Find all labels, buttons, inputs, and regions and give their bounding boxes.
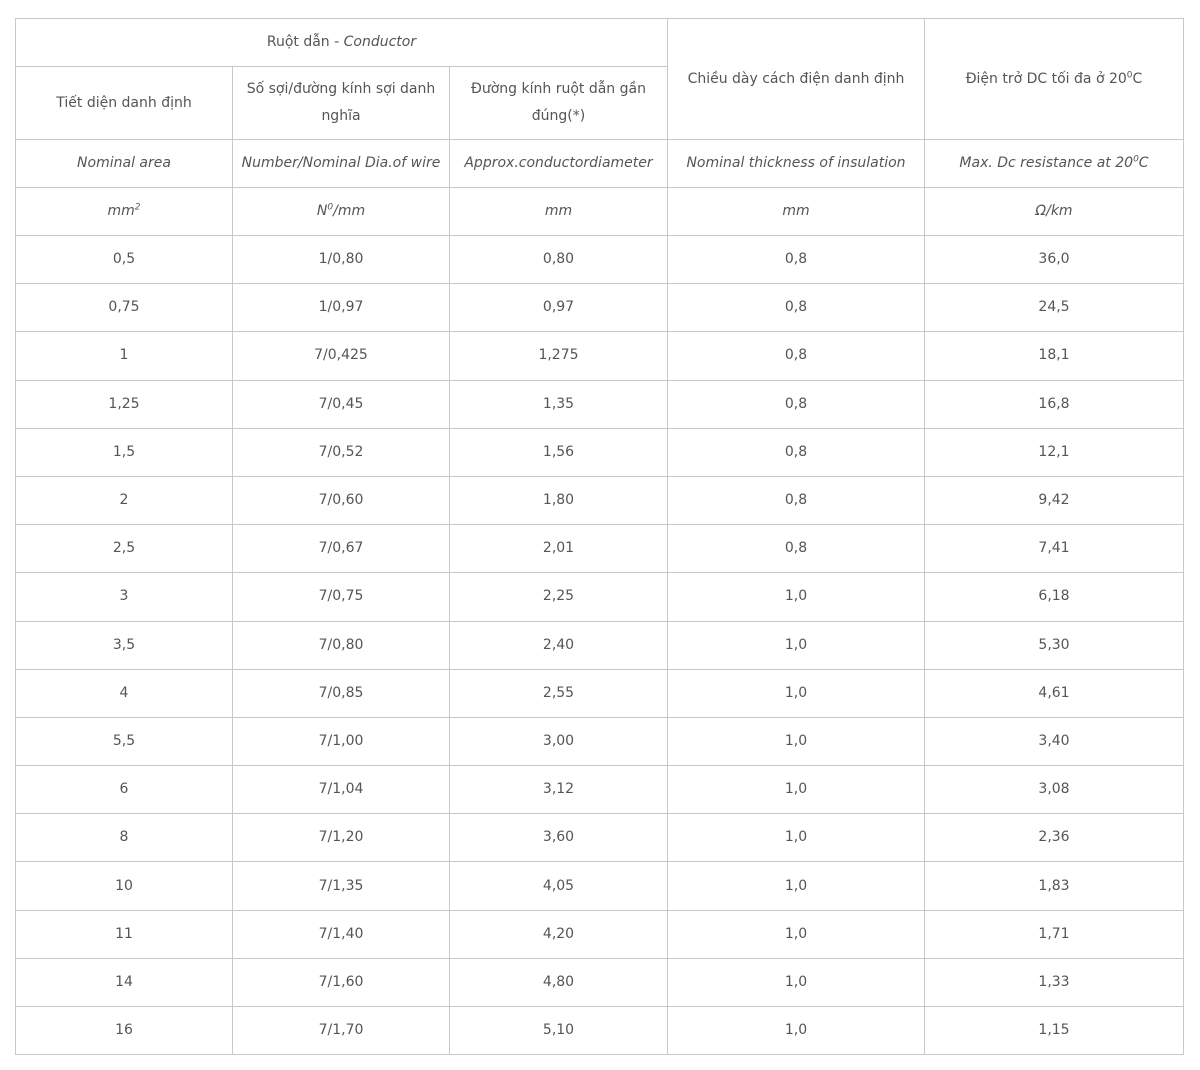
header-wire-count-vi: Số sợi/đường kính sợi danh nghĩa	[233, 67, 450, 140]
table-row	[16, 332, 1184, 380]
cell-insulation-thickness: 1,0	[668, 669, 925, 717]
cell-wire-spec: 7/0,45	[233, 380, 450, 428]
cell-wire-spec: 7/1,60	[233, 958, 450, 1006]
cell-conductor-diameter: 1,56	[450, 428, 668, 476]
conductor-group-header-en: Conductor	[343, 34, 417, 50]
cell-nominal-area: 14	[16, 958, 233, 1006]
cell-nominal-area: 2	[16, 476, 233, 524]
unit-wire-count: $N^0/mm$	[233, 188, 450, 236]
cell-insulation-thickness: 1,0	[668, 862, 925, 910]
cell-conductor-diameter: 2,40	[450, 621, 668, 669]
cell-conductor-diameter: 2,25	[450, 573, 668, 621]
table-row	[16, 476, 1184, 524]
cell-nominal-area: 0,75	[16, 284, 233, 332]
cell-conductor-diameter: 3,12	[450, 766, 668, 814]
cell-dc-resistance: 6,18	[925, 573, 1184, 621]
cell-dc-resistance: 18,1	[925, 332, 1184, 380]
cell-dc-resistance: 4,61	[925, 669, 1184, 717]
cell-insulation-thickness: 0,8	[668, 236, 925, 284]
cell-wire-spec: 7/1,35	[233, 862, 450, 910]
cell-nominal-area: 1,25	[16, 380, 233, 428]
table-row	[16, 958, 1184, 1006]
table-row	[16, 1007, 1184, 1055]
cell-conductor-diameter: 2,55	[450, 669, 668, 717]
cell-dc-resistance: 16,8	[925, 380, 1184, 428]
cell-conductor-diameter: 0,80	[450, 236, 668, 284]
cell-conductor-diameter: 4,05	[450, 862, 668, 910]
cell-insulation-thickness: 0,8	[668, 428, 925, 476]
cell-wire-spec: 7/1,70	[233, 1007, 450, 1055]
table-row	[16, 766, 1184, 814]
table-row	[16, 862, 1184, 910]
cell-insulation-thickness: 0,8	[668, 284, 925, 332]
cell-insulation-thickness: 0,8	[668, 476, 925, 524]
header-wire-count-en: Number/Nominal Dia.of wire	[233, 140, 450, 188]
cell-dc-resistance: 5,30	[925, 621, 1184, 669]
cell-nominal-area: 3,5	[16, 621, 233, 669]
table-row	[16, 573, 1184, 621]
header-nominal-area-en: Nominal area	[16, 140, 233, 188]
cell-dc-resistance: 2,36	[925, 814, 1184, 862]
cell-nominal-area: 1	[16, 332, 233, 380]
table-row	[16, 717, 1184, 765]
cell-insulation-thickness: 1,0	[668, 766, 925, 814]
cell-dc-resistance: 3,08	[925, 766, 1184, 814]
cell-dc-resistance: 1,71	[925, 910, 1184, 958]
table-row	[16, 621, 1184, 669]
table-row	[16, 284, 1184, 332]
cell-wire-spec: 7/0,60	[233, 476, 450, 524]
header-insulation-thickness-en: Nominal thickness of insulation	[668, 140, 925, 188]
header-dc-resistance-en: Max. Dc resistance at $20^0C$	[925, 140, 1184, 188]
cell-nominal-area: 2,5	[16, 525, 233, 573]
header-row-group	[16, 19, 1184, 67]
cell-dc-resistance: 1,83	[925, 862, 1184, 910]
cell-dc-resistance: 1,33	[925, 958, 1184, 1006]
cell-wire-spec: 7/1,04	[233, 766, 450, 814]
table-row	[16, 525, 1184, 573]
cell-nominal-area: 5,5	[16, 717, 233, 765]
cell-wire-spec: 7/0,85	[233, 669, 450, 717]
cell-wire-spec: 7/0,75	[233, 573, 450, 621]
cell-wire-spec: 1/0,80	[233, 236, 450, 284]
cell-wire-spec: 7/0,425	[233, 332, 450, 380]
conductor-group-header: Ruột dẫn - Conductor	[16, 19, 668, 67]
cell-wire-spec: 7/0,80	[233, 621, 450, 669]
cell-wire-spec: 7/1,00	[233, 717, 450, 765]
cell-conductor-diameter: 4,80	[450, 958, 668, 1006]
cell-wire-spec: 7/0,52	[233, 428, 450, 476]
table-row	[16, 910, 1184, 958]
table-row	[16, 236, 1184, 284]
cell-dc-resistance: 24,5	[925, 284, 1184, 332]
table-row	[16, 380, 1184, 428]
header-row-en	[16, 140, 1184, 188]
cell-nominal-area: 10	[16, 862, 233, 910]
cell-nominal-area: 8	[16, 814, 233, 862]
cell-insulation-thickness: 0,8	[668, 525, 925, 573]
table-row	[16, 428, 1184, 476]
header-nominal-area-vi: Tiết diện danh định	[16, 67, 233, 140]
table-row	[16, 669, 1184, 717]
cell-wire-spec: 7/1,20	[233, 814, 450, 862]
cell-insulation-thickness: 1,0	[668, 814, 925, 862]
cell-insulation-thickness: 1,0	[668, 958, 925, 1006]
header-conductor-diameter-en: Approx.conductordiameter	[450, 140, 668, 188]
cell-insulation-thickness: 0,8	[668, 332, 925, 380]
cell-wire-spec: 7/1,40	[233, 910, 450, 958]
cell-nominal-area: 11	[16, 910, 233, 958]
unit-conductor-diameter: mm	[450, 188, 668, 236]
cell-wire-spec: 1/0,97	[233, 284, 450, 332]
table-row	[16, 814, 1184, 862]
cell-dc-resistance: 7,41	[925, 525, 1184, 573]
cable-spec-table	[15, 18, 1184, 1055]
cell-nominal-area: 0,5	[16, 236, 233, 284]
cell-conductor-diameter: 3,60	[450, 814, 668, 862]
cell-insulation-thickness: 1,0	[668, 717, 925, 765]
cell-conductor-diameter: 2,01	[450, 525, 668, 573]
cell-nominal-area: 3	[16, 573, 233, 621]
cell-conductor-diameter: 1,80	[450, 476, 668, 524]
cell-nominal-area: 6	[16, 766, 233, 814]
cell-nominal-area: 4	[16, 669, 233, 717]
cell-insulation-thickness: 0,8	[668, 380, 925, 428]
cell-nominal-area: 16	[16, 1007, 233, 1055]
cell-insulation-thickness: 1,0	[668, 573, 925, 621]
cell-conductor-diameter: 3,00	[450, 717, 668, 765]
cell-dc-resistance: 12,1	[925, 428, 1184, 476]
cell-dc-resistance: 3,40	[925, 717, 1184, 765]
cell-conductor-diameter: 1,35	[450, 380, 668, 428]
cell-conductor-diameter: 1,275	[450, 332, 668, 380]
cell-conductor-diameter: 0,97	[450, 284, 668, 332]
cell-insulation-thickness: 1,0	[668, 1007, 925, 1055]
header-row-units	[16, 188, 1184, 236]
header-dc-resistance-vi: Điện trở DC tối đa ở $20^0C$	[925, 19, 1184, 140]
cell-conductor-diameter: 5,10	[450, 1007, 668, 1055]
cell-conductor-diameter: 4,20	[450, 910, 668, 958]
header-conductor-diameter-vi: Đường kính ruột dẫn gần đúng(*)	[450, 67, 668, 140]
unit-dc-resistance: Ω/km	[925, 188, 1184, 236]
cell-nominal-area: 1,5	[16, 428, 233, 476]
cell-dc-resistance: 9,42	[925, 476, 1184, 524]
cell-dc-resistance: 36,0	[925, 236, 1184, 284]
cell-insulation-thickness: 1,0	[668, 621, 925, 669]
header-insulation-thickness-vi: Chiều dày cách điện danh định	[668, 19, 925, 140]
unit-nominal-area: $mm^2$	[16, 188, 233, 236]
cell-dc-resistance: 1,15	[925, 1007, 1184, 1055]
cell-insulation-thickness: 1,0	[668, 910, 925, 958]
unit-insulation-thickness: mm	[668, 188, 925, 236]
cell-wire-spec: 7/0,67	[233, 525, 450, 573]
